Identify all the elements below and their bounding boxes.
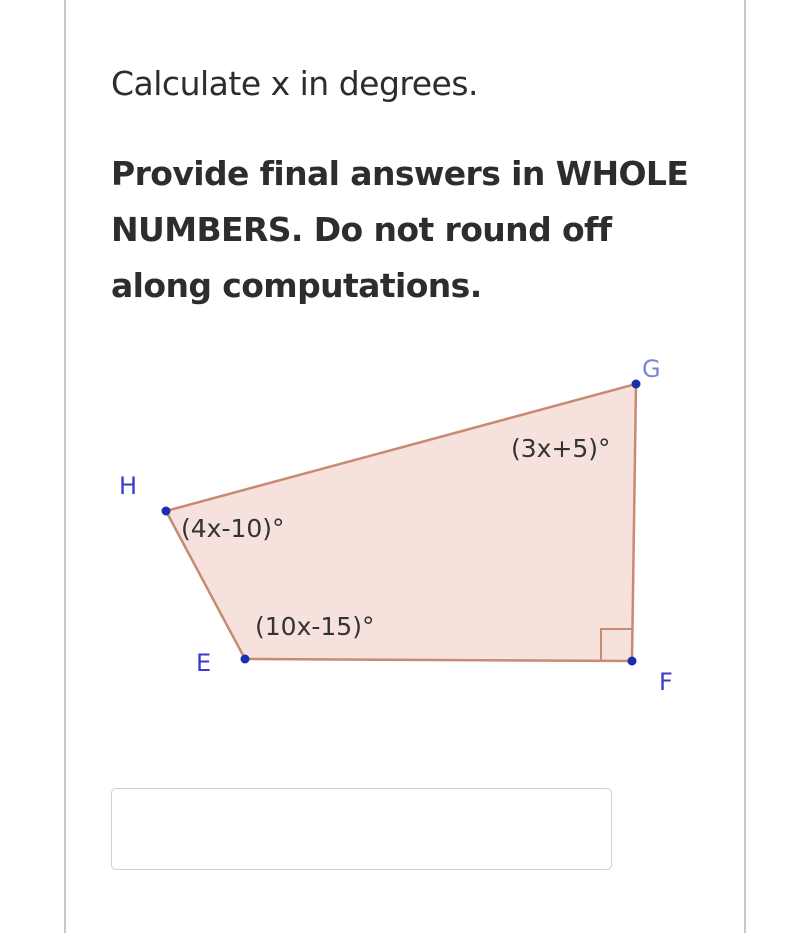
- answer-input[interactable]: [111, 788, 612, 870]
- quadrilateral-figure: [100, 340, 700, 700]
- angle-label-e: (10x-15)°: [255, 612, 375, 641]
- angle-label-g: (3x+5)°: [511, 434, 611, 463]
- angle-label-h: (4x-10)°: [181, 514, 285, 543]
- vertex-dot-e: [241, 655, 250, 664]
- page-border-left: [64, 0, 66, 933]
- vertex-label-g: G: [642, 355, 661, 383]
- page-border-right: [744, 0, 746, 933]
- instructions-text: Provide final answers in WHOLE NUMBERS. Do not round off along computations.: [111, 154, 689, 305]
- question-text: Calculate x in degrees.: [111, 64, 479, 103]
- vertex-dot-h: [162, 507, 171, 516]
- vertex-dot-g: [632, 380, 641, 389]
- vertex-label-e: E: [196, 649, 212, 677]
- vertex-label-h: H: [119, 472, 138, 500]
- vertex-label-f: F: [659, 668, 673, 696]
- vertex-dot-f: [628, 657, 637, 666]
